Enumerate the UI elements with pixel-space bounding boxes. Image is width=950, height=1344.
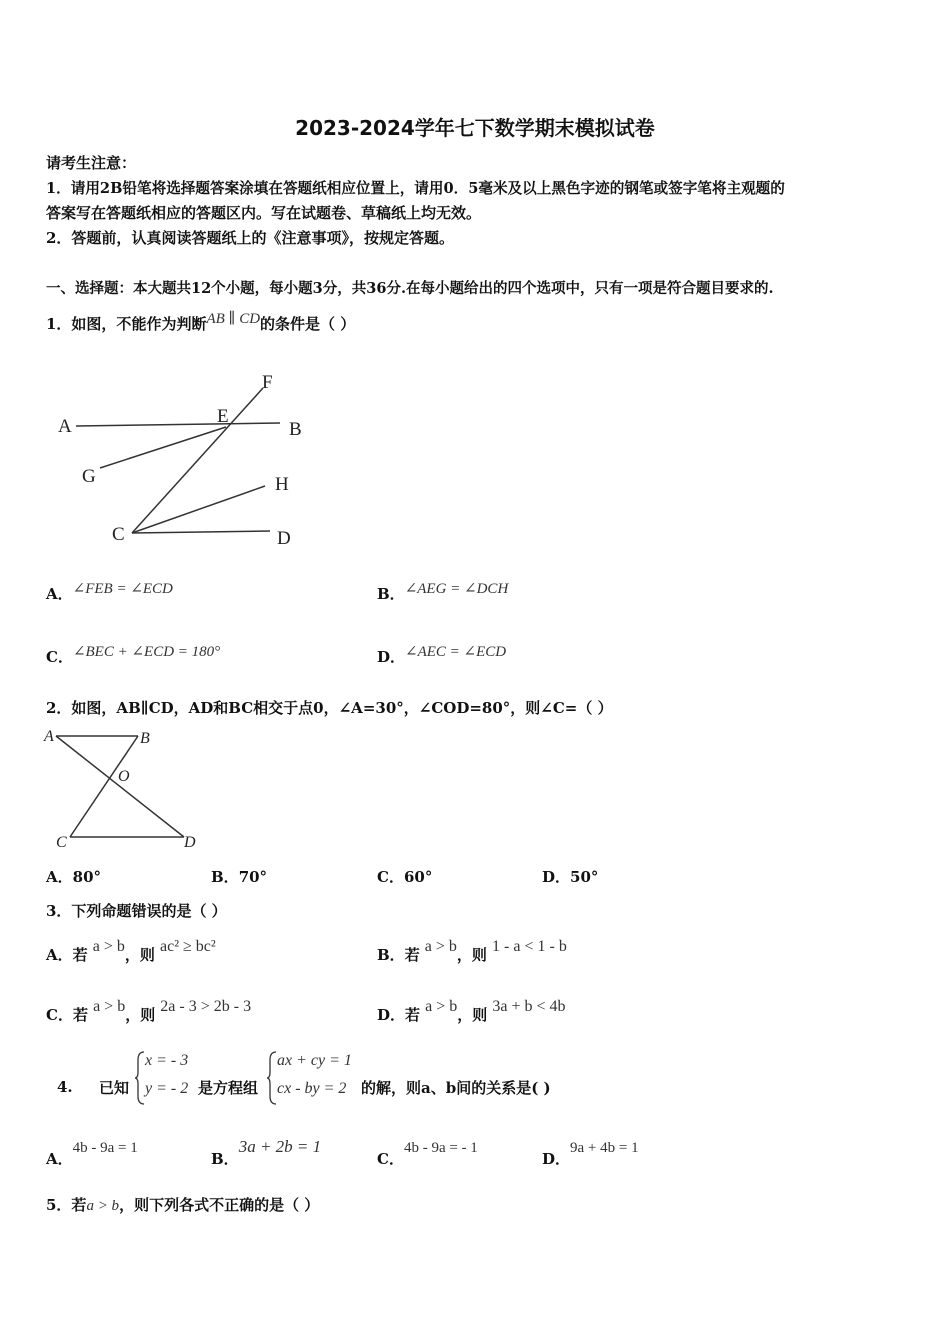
notice-heading: 请考生注意：: [46, 154, 137, 172]
fig2-label-c: C: [56, 834, 67, 851]
line-ad: [56, 736, 184, 837]
fig2-label-d: D: [184, 834, 196, 851]
line-ge: [100, 427, 226, 468]
q1-stem-b: 的条件是（ ）: [260, 315, 356, 333]
fig1-label-c: C: [112, 524, 125, 545]
line-ab: [76, 423, 280, 426]
fig1-label-b: B: [289, 419, 302, 440]
fig1-label-g: G: [82, 466, 96, 487]
notice-line-2: 答案写在答题纸相应的答题区内。写在试题卷、草稿纸上均无效。: [46, 204, 482, 222]
q3-option-a[interactable]: A．若 a > b，则 ac² ≥ bc²: [46, 938, 216, 964]
notice-line-1: 1．请用2B铅笔将选择题答案涂填在答题纸相应位置上，请用0．5毫米及以上黑色字迹的钢笔或签字笔将主观题的: [46, 180, 785, 197]
q3-option-c[interactable]: C．若 a > b，则 2a - 3 > 2b - 3: [46, 998, 252, 1024]
q4-sys1-line1: x = - 3: [145, 1052, 189, 1069]
fig2-label-b: B: [140, 730, 150, 747]
question-4-number: 4.: [57, 1078, 73, 1096]
fig1-label-d: D: [277, 528, 291, 549]
line-cf: [132, 388, 263, 533]
question-2-stem: 2．如图，AB∥CD，AD和BC相交于点0，∠A=30°，∠COD=80°，则∠C=（ ）: [46, 699, 613, 717]
q2-figure: [40, 726, 210, 851]
q2-option-b[interactable]: B．70°: [211, 868, 268, 886]
q1-stem-math: AB ∥ CD: [206, 311, 261, 327]
q4-option-d[interactable]: D．9a + 4b = 1: [542, 1140, 639, 1168]
q4-sys1-line2: y = - 2: [145, 1080, 189, 1097]
q3-option-d[interactable]: D．若 a > b，则 3a + b < 4b: [377, 998, 566, 1024]
fig1-label-f: F: [262, 372, 273, 393]
q2-option-d[interactable]: D．50°: [542, 868, 599, 886]
q3-option-b[interactable]: B．若 a > b，则 1 - a < 1 - b: [377, 938, 567, 964]
notice-line-3: 2．答题前，认真阅读答题纸上的《注意事项》，按规定答题。: [46, 229, 454, 247]
line-cd: [132, 531, 270, 533]
q4-tail: 的解，则a、b间的关系是( ): [361, 1079, 551, 1097]
fig2-label-o: O: [118, 768, 130, 785]
fig1-label-a: A: [58, 416, 72, 437]
section-heading: 一、选择题：本大题共12个小题，每小题3分，共36分.在每小题给出的四个选项中，只有一项是符合题目要求的.: [46, 280, 774, 297]
question-5-stem: 5．若a > b，则下列各式不正确的是（ ）: [46, 1196, 320, 1214]
q4-known: 已知: [99, 1079, 130, 1097]
question-1-stem: [46, 313, 355, 334]
q1-option-c[interactable]: C．∠BEC + ∠ECD = 180°: [46, 644, 221, 666]
q1-figure: [40, 360, 330, 560]
line-ch: [132, 486, 265, 533]
fig1-label-h: H: [275, 474, 289, 495]
fig2-label-a: A: [44, 728, 54, 745]
q4-sys2-line2: cx - by = 2: [277, 1080, 347, 1097]
q2-option-c[interactable]: C．60°: [377, 868, 433, 886]
q4-option-b[interactable]: B．3a + 2b = 1: [211, 1137, 322, 1168]
q4-option-c[interactable]: C．4b - 9a = - 1: [377, 1140, 478, 1168]
q1-option-a[interactable]: A．∠FEB = ∠ECD: [46, 581, 173, 603]
line-bc: [70, 736, 138, 837]
q2-option-a[interactable]: A．80°: [46, 868, 102, 886]
fig1-label-e: E: [217, 406, 229, 427]
q4-sys2-line1: ax + cy = 1: [277, 1052, 352, 1069]
q4-option-a[interactable]: A．4b - 9a = 1: [46, 1140, 138, 1168]
q1-stem-a: 1．如图，不能作为判断: [46, 315, 207, 333]
q1-option-d[interactable]: D．∠AEC = ∠ECD: [377, 644, 507, 666]
q4-mid: 是方程组: [198, 1079, 259, 1097]
page-title: 2023-2024学年七下数学期末模拟试卷: [295, 116, 655, 140]
q1-option-b[interactable]: B．∠AEG = ∠DCH: [377, 581, 509, 603]
question-3-stem: 3．下列命题错误的是（ ）: [46, 902, 227, 920]
